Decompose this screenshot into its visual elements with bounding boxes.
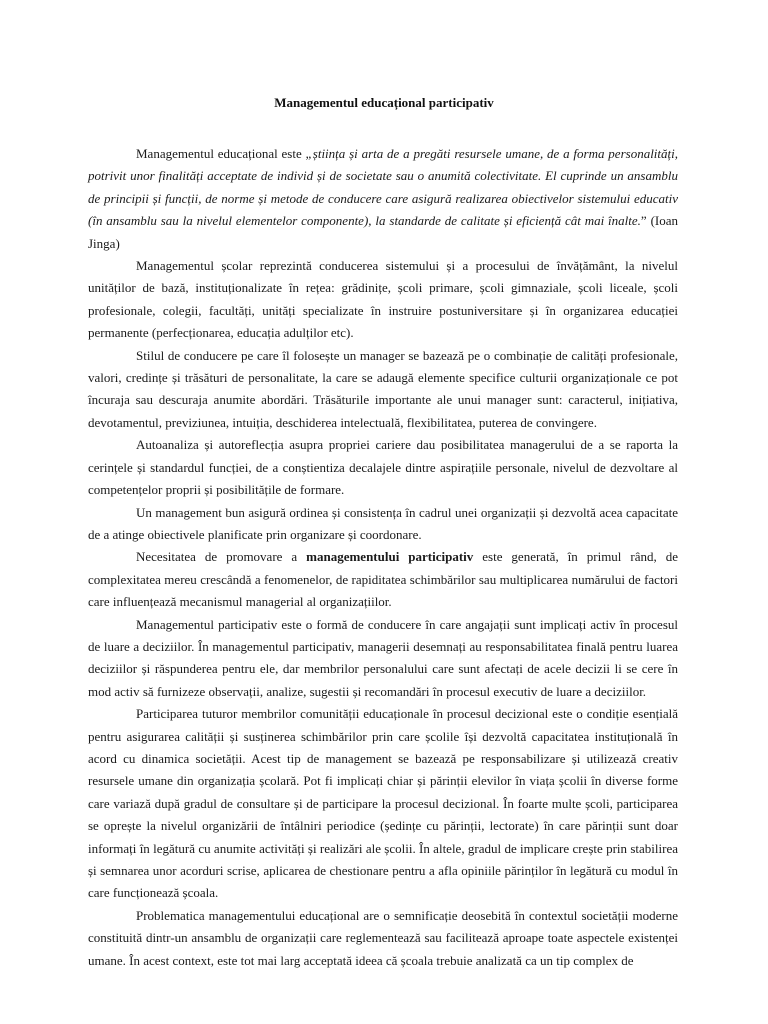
text-run: Managementul educațional este (136, 146, 306, 161)
text-run: Problematica managementului educațional are o semnificație deosebită în contextul societății moderne constituită dintr-un ansamblu de organizații care reglementează sau facilitează aproape toate aspectele existenței umane. În acest context, este tot mai larg acceptată ideea că școala trebuie analizată ca un tip complex de (88, 907, 678, 968)
paragraph (88, 905, 678, 972)
text-run: ” (Ioan Jinga) (88, 213, 678, 251)
paragraph (88, 345, 678, 435)
paragraph (88, 434, 678, 501)
bold-run: managementului participativ (306, 549, 474, 565)
text-run: Autoanaliza și autoreflecția asupra propriei cariere dau posibilitatea managerului de a se raporta la cerințele și standardul funcției, de a conștientiza decalajele dintre aspirațiile personale, nivelul de dezvoltare al competențelor proprii și posibilitățile de formare. (88, 437, 678, 498)
text-run: Un management bun asigură ordinea și consistența în cadrul unei organizații și dezvoltă acea capacitate de a atinge obiectivele planificate prin organizare și coordonare. (88, 504, 678, 542)
text-run: Managementul participativ este o formă de conducere în care angajații sunt implicați activ în procesul de luare a deciziilor. În managementul participativ, managerii desemnați au responsabilitatea finală pentru luarea deciziilor și răspunderea pentru ele, dar membrilor personalului care sunt afectați de acele decizii li se cere în mod activ să furnizeze observații, analize, sugestii și recomandări în procesul executiv de luare a deciziilor. (88, 616, 678, 699)
text-run: este generată, în primul rând, de complexitatea mereu crescândă a fenomenelor, de rapiditatea schimbărilor sau multiplicarea numărului de factori care influențează mecanismul managerial al organizațiilor. (88, 549, 678, 610)
text-run: Necesitatea de promovare a (136, 549, 307, 565)
paragraph (88, 502, 678, 547)
text-run: Managementul școlar reprezintă conducerea sistemului și a procesului de învățământ, la nivelul unităților de bază, instituționalizate în rețea: grădinițe, școli primare, școli gimnaziale, școli liceale, școli profesionale, colegii, facultăți, unități specializate în instruire postuniversitare și în organizarea educației permanente (perfecționarea, educația adulților etc). (88, 258, 678, 341)
text-run: Participarea tuturor membrilor comunității educaționale în procesul decizional este o condiție esențială pentru asigurarea calității și susținerea schimbărilor prin care școlile își dezvoltă capacitatea instituțională în acord cu dinamica societății. Acest tip de management se bazează pe responsabilizare și utilizează creativ resursele umane din organizația școlară. Pot fi implicați chiar și părinții elevilor în viața școlii în diverse forme care variază după gradul de consultare și de participare la procesul decizional. În foarte multe școli, participarea se oprește la nivelul organizării de întâlniri periodice (ședințe cu părinții, lectorate) în care părinții sunt doar informați în legătură cu anumite activități și realizări ale școlii. În altele, gradul de implicare crește prin stabilirea și semnarea unor acorduri scrise, aplicarea de chestionare pentru a afla opiniile părinților în legătură cu modul în care funcționează școala. (88, 706, 678, 901)
italic-run: „știința și arta de a pregăti resursele umane, de a forma personalități, potrivit unor finalități acceptate de individ și de societate sau o anumită colectivitate. El cuprinde un ansamblu de principii și funcții, de norme și metode de conducere care asigură realizarea obiectivelor sistemului educativ (în ansamblu sau la nivelul elementelor componente), la standarde de calitate și eficiență cât mai înalte. (88, 146, 679, 229)
document-body (88, 143, 678, 972)
text-run: Stilul de conducere pe care îl folosește un manager se bazează pe o combinație de calități profesionale, valori, credințe și trăsături de personalitate, la care se adaugă elemente specifice culturii organizaționale ce pot încuraja sau descuraja anumite abordări. Trăsăturile importante ale unui manager sunt: caracterul, inițiativa, devotamentul, previziunea, intuiția, deschiderea intelectuală, flexibilitatea, puterea de convingere. (88, 347, 678, 430)
paragraph (88, 255, 678, 345)
document-title: Managementul educațional participativ (274, 95, 494, 110)
paragraph (88, 546, 678, 613)
paragraph (88, 143, 678, 255)
paragraph (88, 614, 678, 704)
paragraph (88, 703, 678, 905)
